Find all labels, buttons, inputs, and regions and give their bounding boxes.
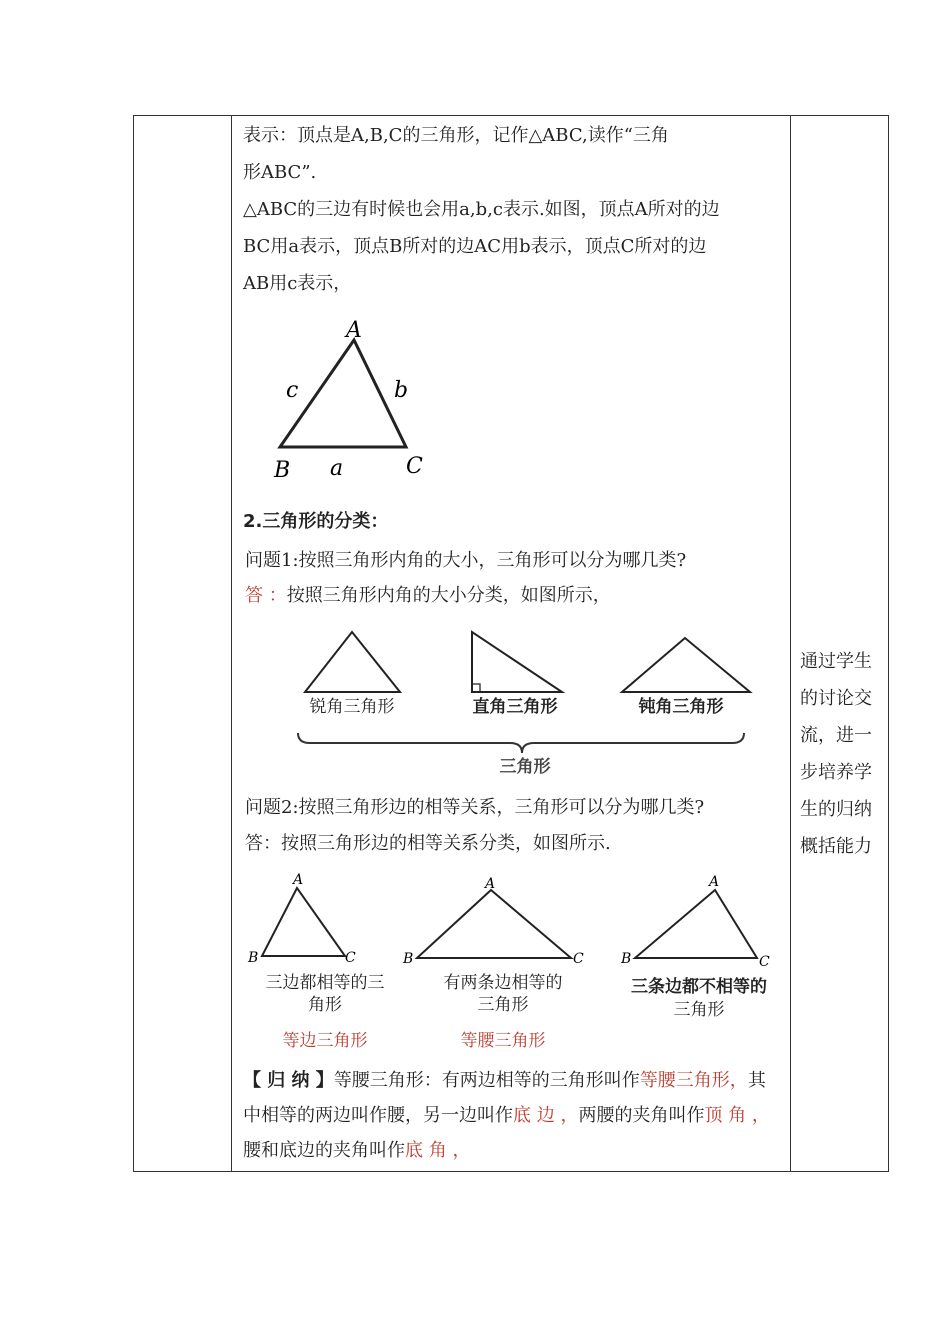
summary-term-base: 底 边 ， — [513, 1105, 579, 1126]
acute-triangle-shape — [305, 632, 400, 692]
iso-vertex-b: B — [403, 951, 414, 967]
summary-term-base-angle: 底 角 ， — [405, 1140, 471, 1161]
summary-text-5: 腰和底边的夹角叫作 — [243, 1140, 405, 1161]
side-note-line: 生的归纳 — [800, 799, 872, 820]
sca-vertex-b: B — [621, 951, 632, 967]
sca-vertex-a: A — [709, 874, 720, 890]
isosceles-desc-line2: 三角形 — [477, 995, 529, 1015]
equilateral-name: 等边三角形 — [282, 1031, 368, 1051]
scalene-triangle-shape — [635, 890, 757, 958]
triangle-abc-figure — [260, 315, 430, 485]
summary-line3 — [243, 1139, 470, 1163]
eq-vertex-b: B — [248, 950, 259, 966]
summary-line1 — [243, 1069, 766, 1093]
eq-vertex-c: C — [345, 950, 356, 966]
scalene-desc-line1: 三条边都不相等的 — [631, 977, 767, 997]
para1-line1: 表示：顶点是A,B,C的三角形，记作△ABC,读作“三角 — [243, 125, 669, 146]
equilateral-desc-line1: 三边都相等的三 — [265, 973, 385, 993]
section2-heading: 2.三角形的分类： — [243, 511, 389, 532]
column-divider-left — [231, 116, 232, 1171]
para2-line3: AB用c表示， — [243, 273, 352, 294]
isosceles-desc-line1: 有两条边相等的 — [443, 973, 563, 993]
answer-2: 答：按照三角形边的相等关系分类，如图所示. — [245, 833, 611, 854]
question-2: 问题2:按照三角形边的相等关系，三角形可以分为哪几类? — [245, 797, 705, 818]
summary-text-4: 两腰的夹角叫作 — [578, 1105, 705, 1126]
answer-1 — [245, 584, 611, 608]
sca-vertex-c: C — [759, 954, 770, 970]
side-note-line: 流，进一 — [800, 725, 872, 746]
side-note-line: 的讨论交 — [800, 688, 872, 709]
para2-line1: △ABC的三边有时候也会用a,b,c表示.如图，顶点A所对的边 — [243, 199, 720, 220]
equilateral-triangle-shape — [262, 888, 345, 956]
summary-text-1: 等腰三角形：有两边相等的三角形叫作 — [333, 1070, 640, 1091]
para2-line2: BC用a表示，顶点B所对的边AC用b表示，顶点C所对的边 — [243, 236, 707, 257]
isosceles-name: 等腰三角形 — [460, 1031, 546, 1051]
side-a-label: a — [330, 456, 344, 481]
equilateral-desc-line2: 角形 — [308, 995, 342, 1015]
summary-term-isosceles: 等腰三角形， — [639, 1070, 748, 1091]
side-note-line: 步培养学 — [800, 762, 872, 783]
iso-vertex-a: A — [485, 876, 496, 892]
right-triangle-caption: 直角三角形 — [472, 697, 558, 717]
para1-line2: 形ABC”. — [243, 162, 317, 183]
acute-triangle-caption: 锐角三角形 — [309, 697, 395, 717]
vertex-c-label: C — [406, 454, 423, 479]
right-triangle-shape — [472, 632, 562, 692]
side-b-label: b — [394, 378, 409, 403]
question-1: 问题1:按照三角形内角的大小，三角形可以分为哪几类? — [245, 550, 687, 571]
summary-term-vertex-angle: 顶 角 ， — [704, 1105, 770, 1126]
side-classification-figure — [245, 870, 785, 970]
answer-1-text: 按照三角形内角的大小分类，如图所示， — [286, 585, 611, 606]
summary-line2 — [243, 1104, 770, 1128]
summary-text-3: 中相等的两边叫作腰，另一边叫作 — [243, 1105, 513, 1126]
obtuse-triangle-shape — [622, 638, 750, 692]
isosceles-triangle-shape — [417, 890, 571, 958]
obtuse-triangle-caption: 钝角三角形 — [638, 697, 724, 717]
side-note-line: 通过学生 — [800, 651, 872, 672]
triangle-group-caption: 三角形 — [499, 757, 551, 777]
scalene-desc-line2: 三角形 — [673, 1000, 725, 1020]
summary-tag: 【 归 纳 】 — [243, 1070, 334, 1091]
eq-vertex-a: A — [293, 872, 304, 888]
column-divider-right — [790, 116, 791, 1171]
iso-vertex-c: C — [573, 951, 584, 967]
grouping-brace — [298, 733, 744, 753]
side-c-label: c — [286, 378, 299, 403]
side-note — [800, 643, 884, 865]
side-note-line: 概括能力 — [800, 836, 872, 857]
answer-1-prefix: 答 ： — [245, 585, 287, 606]
vertex-b-label: B — [274, 458, 291, 483]
right-angle-marker — [472, 684, 480, 692]
summary-text-2: 其 — [747, 1070, 766, 1091]
triangle-abc-shape — [280, 340, 409, 447]
vertex-a-label: A — [346, 318, 362, 343]
